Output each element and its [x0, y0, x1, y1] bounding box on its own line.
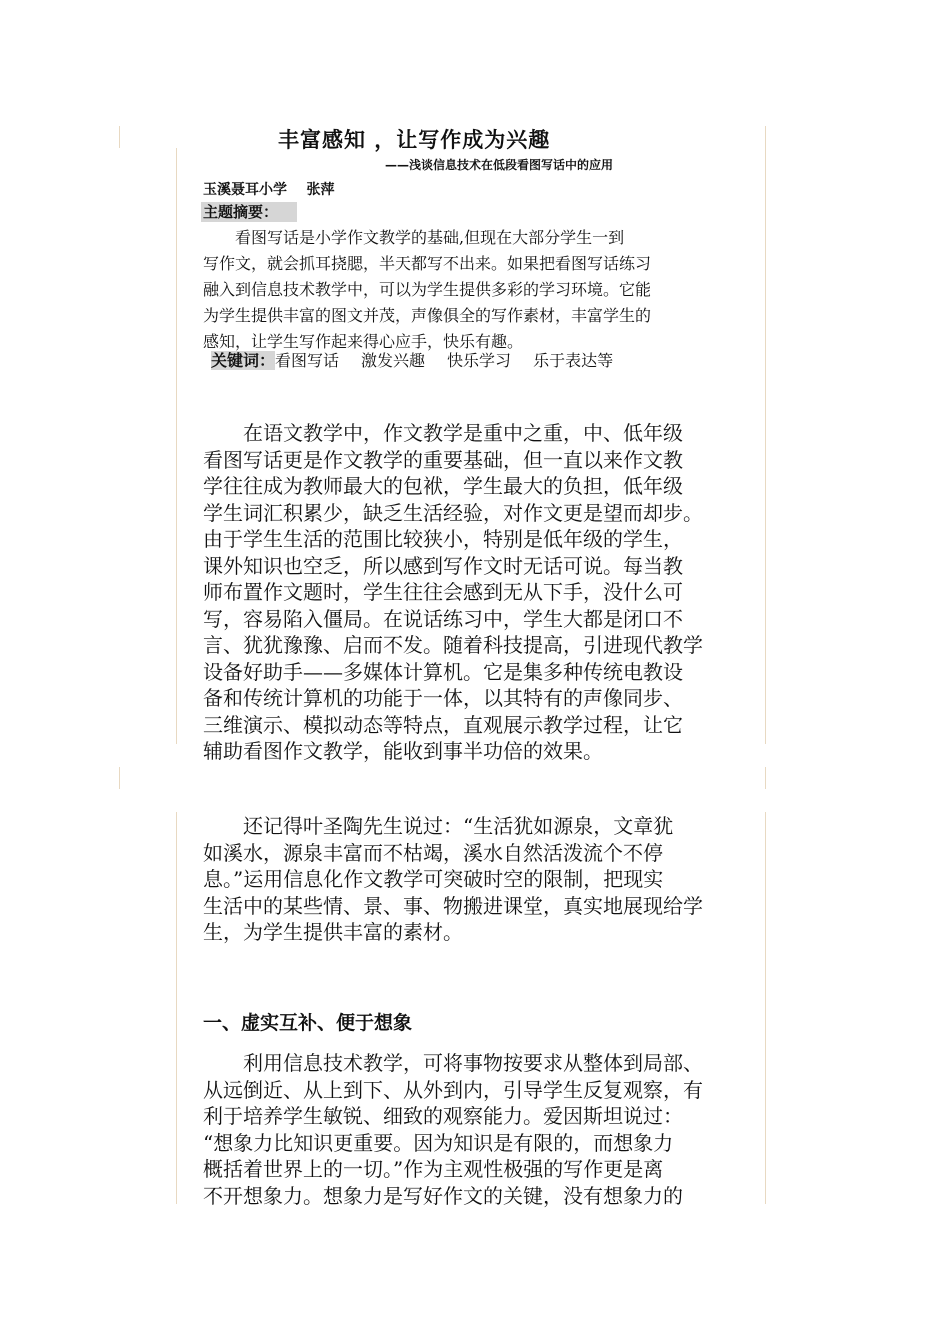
paragraph-line: 不开想象力。想象力是写好作文的关键，没有想象力的 — [203, 1183, 683, 1208]
paragraph-line: 设备好助手——多媒体计算机。它是集多种传统电教设 — [203, 659, 683, 684]
abstract-line: 写作文，就会抓耳挠腮，半天都写不出来。如果把看图写话练习 — [203, 254, 652, 273]
paragraph-line: 从远倒近、从上到下、从外到内，引导学生反复观察，有 — [203, 1077, 703, 1102]
paragraph-line: 师布置作文题时，学生往往会感到无从下手，没什么可 — [203, 580, 683, 604]
paragraph-line: 如溪水，源泉丰富而不枯竭，溪水自然活泼流个不停 — [203, 840, 663, 865]
paragraph-3 — [203, 1050, 765, 1209]
keyword-item: 乐于表达等 — [533, 351, 614, 370]
section-heading: 一、虚实互补、便于想象 — [203, 1012, 413, 1034]
paragraph-line: 概括着世界上的一切。”作为主观性极强的写作更是离 — [203, 1157, 664, 1181]
paragraph-line: 辅助看图作文教学，能收到事半功倍的效果。 — [203, 739, 603, 763]
abstract-line: 为学生提供丰富的图文并茂，声像俱全的写作素材，丰富学生的 — [203, 306, 652, 325]
paragraph-line: 在语文教学中，作文教学是重中之重，中、低年级 — [203, 421, 683, 445]
paragraph-line: “想象力比知识更重要。因为知识是有限的，而想象力 — [203, 1130, 674, 1155]
paragraph-line: 息。”运用信息化作文教学可突破时空的限制，把现实 — [203, 867, 664, 891]
document-title: 丰富感知 ，让写作成为兴趣 — [278, 128, 551, 152]
page-border-right-lower — [765, 812, 766, 1204]
paragraph-line: 看图写话更是作文教学的重要基础，但一直以来作文教 — [203, 447, 683, 472]
paragraph-line: 课外知识也空乏，所以感到写作文时无话可说。每当教 — [203, 553, 683, 578]
keyword-item: 看图写话 — [275, 351, 340, 370]
page-border-left-upper — [176, 148, 177, 744]
paragraph-line: 言、犹犹豫豫、启而不发。随着科技提高，引进现代教学 — [203, 633, 703, 657]
abstract-label: 主题摘要： — [201, 202, 297, 222]
paragraph-line: 利于培养学生敏锐、细致的观察能力。爱因斯坦说过： — [203, 1104, 683, 1128]
page-border-right-mid — [765, 767, 766, 789]
keyword-item: 快乐学习 — [447, 351, 512, 370]
paragraph-line: 学往往成为教师最大的包袱，学生最大的负担，低年级 — [203, 474, 683, 498]
page-border-right-upper — [765, 126, 766, 744]
keywords-label: 关键词： — [211, 351, 276, 370]
paragraph-line: 生活中的某些情、景、事、物搬进课堂，真实地展现给学 — [203, 893, 703, 918]
paragraph-2 — [203, 813, 765, 946]
author-line: 玉溪聂耳小学 张萍 — [203, 182, 335, 198]
abstract-text — [203, 225, 763, 355]
paragraph-line: 由于学生生活的范围比较狭小，特别是低年级的学生， — [203, 527, 683, 551]
paragraph-line: 三维演示、模拟动态等特点，直观展示教学过程，让它 — [203, 712, 683, 737]
paragraph-line: 写，容易陷入僵局。在说话练习中，学生大都是闭口不 — [203, 606, 683, 631]
paragraph-line: 学生词汇积累少，缺乏生活经验，对作文更是望而却步。 — [203, 500, 703, 525]
keyword-item: 激发兴趣 — [361, 351, 426, 370]
paragraph-line: 备和传统计算机的功能于一体，以其特有的声像同步、 — [203, 686, 683, 710]
abstract-line: 看图写话是小学作文教学的基础,但现在大部分学生一到 — [203, 228, 625, 247]
paragraph-line: 利用信息技术教学，可将事物按要求从整体到局部、 — [203, 1051, 703, 1075]
document-subtitle: ——浅谈信息技术在低段看图写话中的应用 — [385, 158, 614, 172]
paragraph-1 — [203, 420, 765, 765]
abstract-line: 感知，让学生写作起来得心应手，快乐有趣。 — [203, 332, 524, 351]
abstract-line: 融入到信息技术教学中，可以为学生提供多彩的学习环境。它能 — [203, 280, 652, 299]
page-border-left-top — [119, 126, 120, 148]
page-border-left-mid — [119, 767, 120, 789]
paragraph-line: 还记得叶圣陶先生说过：“生活犹如源泉，文章犹 — [203, 814, 674, 838]
page-border-left-lower — [176, 812, 177, 1204]
keywords-line — [211, 350, 635, 372]
paragraph-line: 生，为学生提供丰富的素材。 — [203, 920, 463, 944]
